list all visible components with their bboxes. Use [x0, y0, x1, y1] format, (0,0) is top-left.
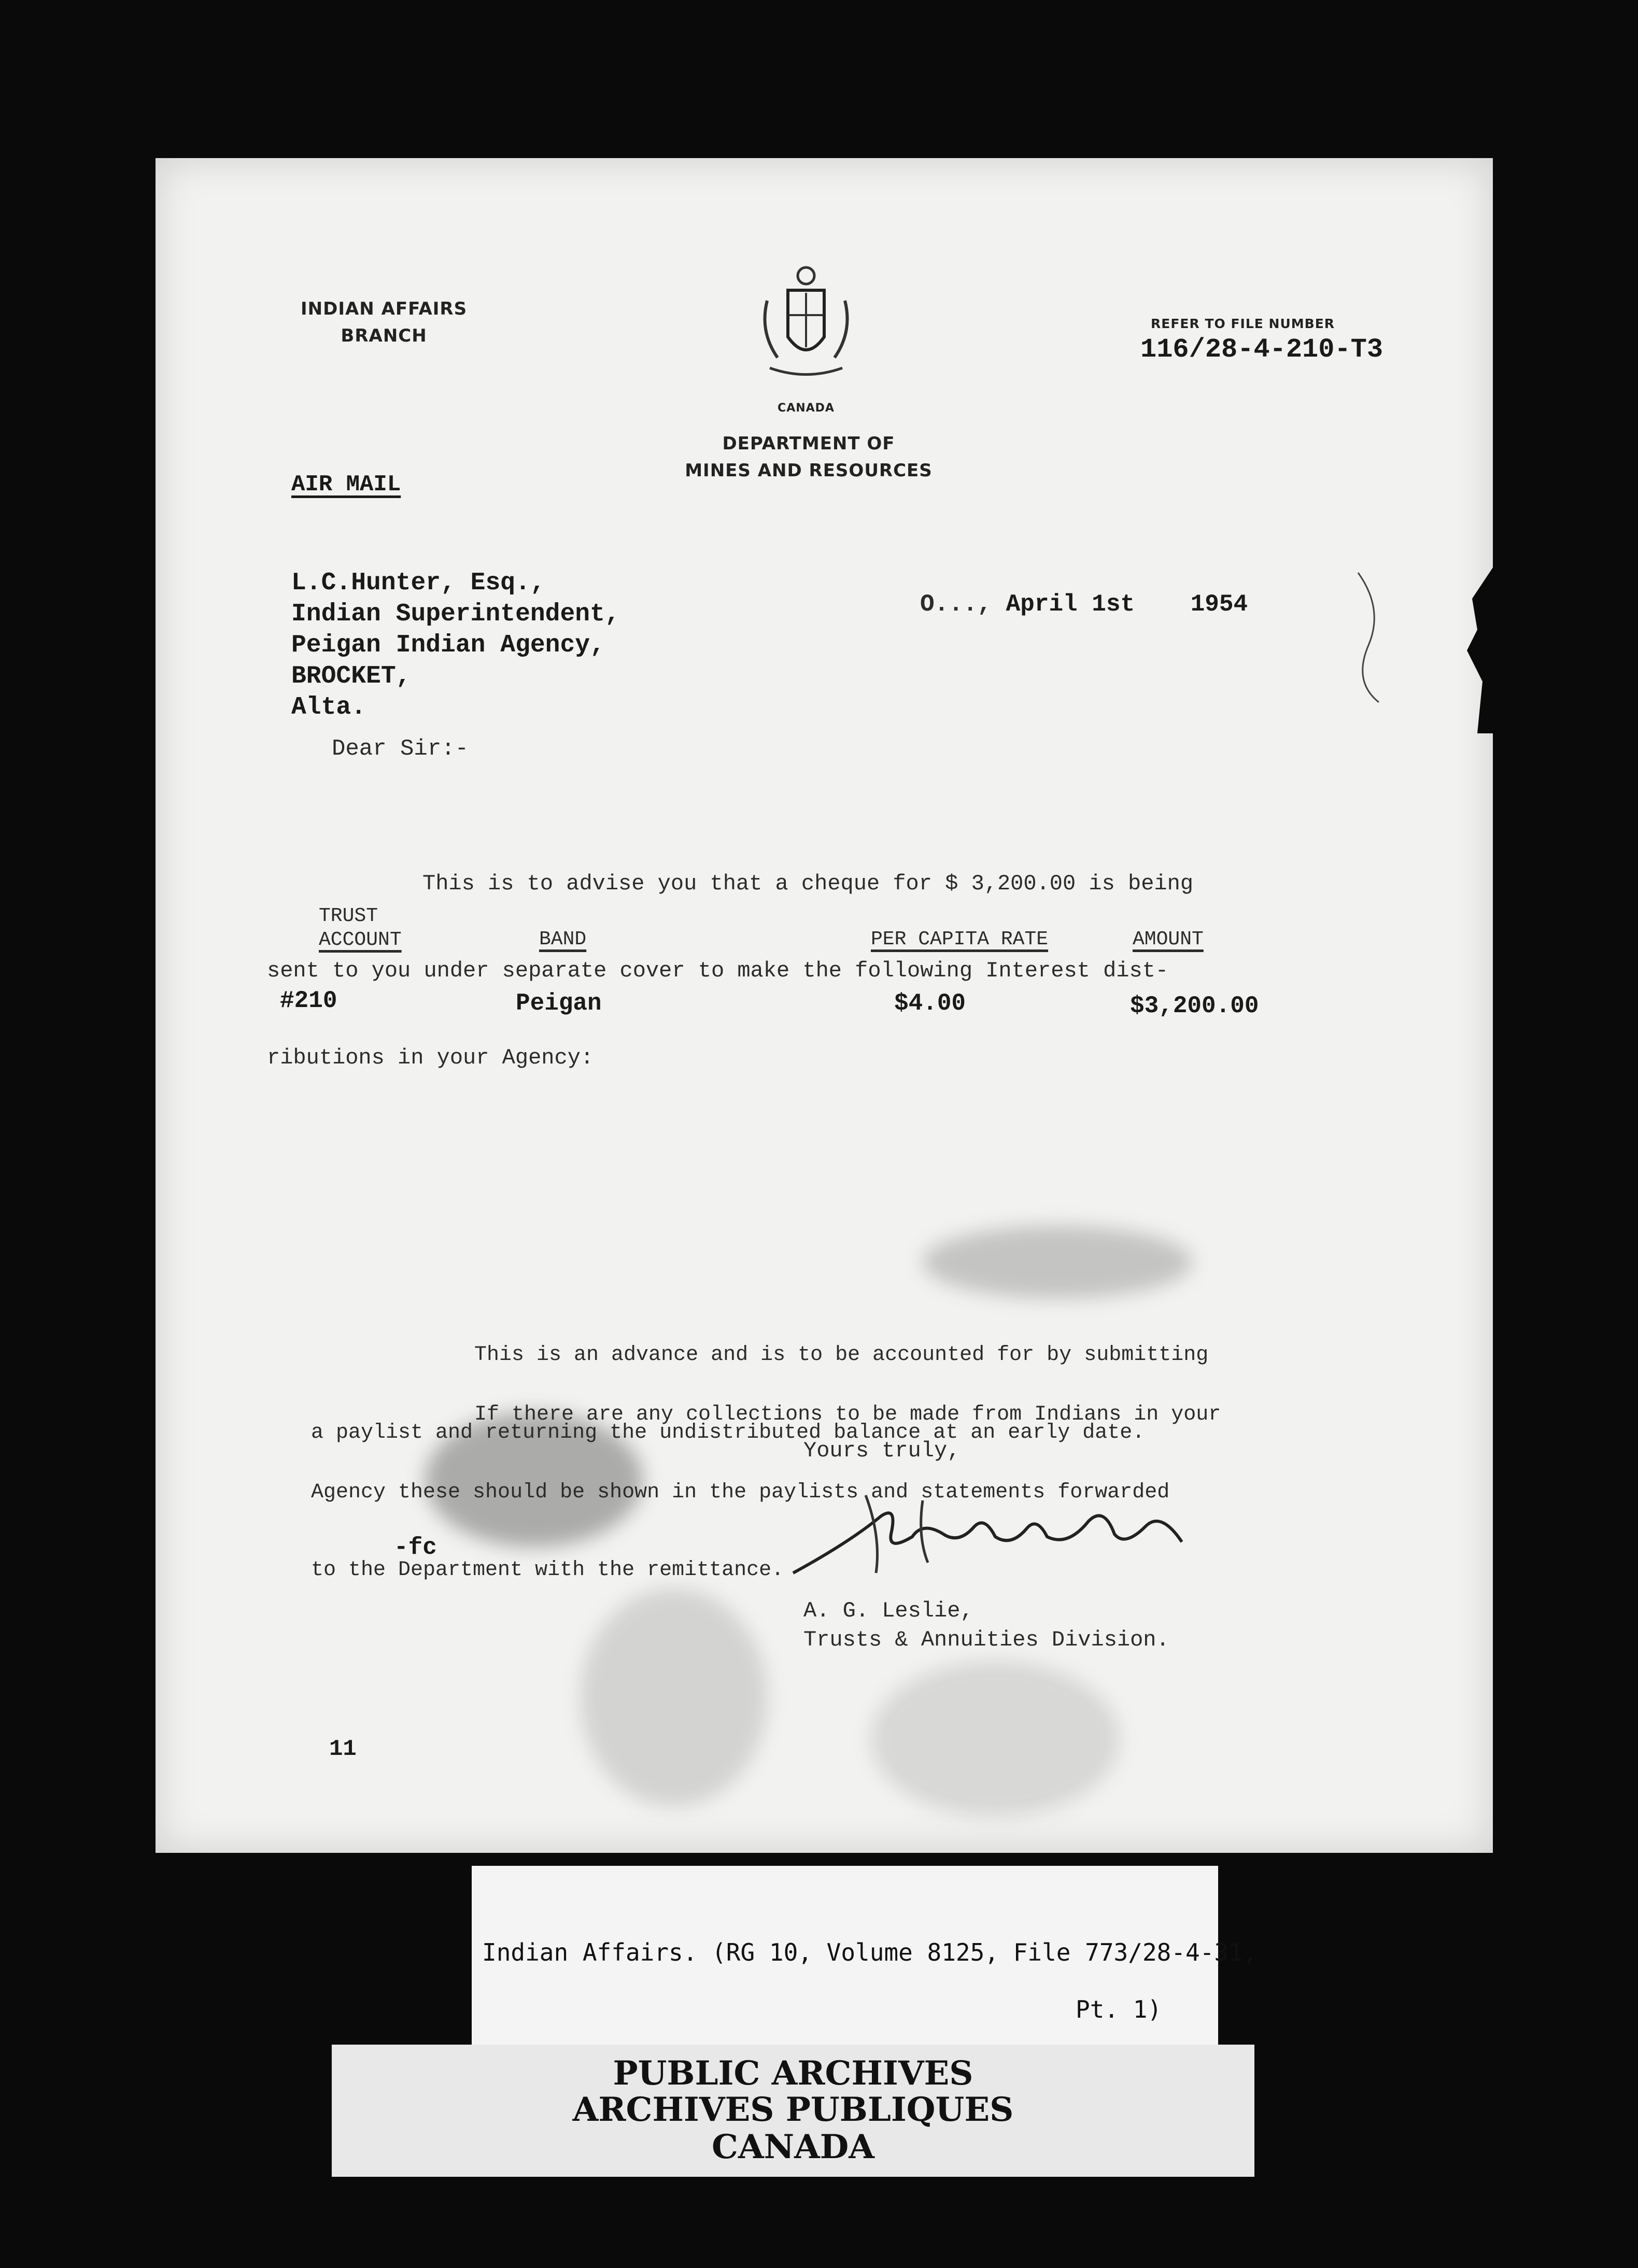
salutation: Dear Sir:- — [332, 736, 469, 762]
body-paragraph-3: If there are any collections to be made from Indians in your Agency these should be shown in the paylists and statements forwarded to the Department with the remittance. — [311, 1403, 1221, 1582]
signature-block: A. G. Leslie, Trusts & Annuities Division. — [803, 1598, 1169, 1652]
citation-line-1: Indian Affairs. (RG 10, Volume 8125, File 773/28-4-31, — [482, 1938, 1258, 1966]
archives-line-1: PUBLIC ARCHIVES — [613, 2054, 973, 2093]
cell-rate: $4.00 — [894, 990, 966, 1017]
branch-heading: INDIAN AFFAIRS BRANCH — [301, 299, 468, 346]
country-label: CANADA — [778, 402, 835, 415]
letter-date: O..., April 1st 1954 — [920, 591, 1248, 618]
archives-line-2: ARCHIVES PUBLIQUES — [572, 2090, 1014, 2129]
body-paragraph-2: This is an advance and is to be accounted for by submitting a paylist and returning the undistributed balance at an early date. — [311, 1343, 1209, 1444]
header-amount: AMOUNT — [1133, 928, 1204, 951]
refer-label: REFER TO FILE NUMBER — [1151, 316, 1335, 331]
handwritten-signature — [788, 1485, 1192, 1583]
coat-of-arms-icon — [757, 264, 855, 389]
file-number: 116/28-4-210-T3 — [1140, 334, 1383, 365]
header-band: BAND — [539, 928, 587, 951]
typist-initials: -fc — [394, 1534, 437, 1561]
cell-account: #210 — [280, 987, 337, 1014]
cell-amount: $3,200.00 — [1130, 993, 1259, 1019]
recipient-address: L.C.Hunter, Esq., Indian Superintendent, Peigan Indian Agency, BROCKET, Alta. — [291, 569, 620, 721]
citation-line-2: Pt. 1) — [1076, 1995, 1162, 2023]
header-trust-account: TRUST ACCOUNT — [319, 905, 402, 951]
ink-smudge — [923, 1226, 1192, 1298]
department-name: DEPARTMENT OF MINES AND RESOURCES — [685, 433, 933, 481]
water-stain — [871, 1661, 1120, 1817]
cell-band: Peigan — [516, 990, 602, 1017]
public-archives-stamp — [332, 2045, 1254, 2177]
page-number: 11 — [329, 1736, 357, 1762]
archive-citation-card — [472, 1866, 1258, 2060]
closing: Yours truly, — [803, 1438, 961, 1463]
header-per-capita-rate: PER CAPITA RATE — [871, 928, 1049, 951]
body-paragraph-1: This is to advise you that a cheque for $ 3,200.00 is being sent to you under separate cover to make the following Interest dist- ributions in your Agency: — [267, 871, 1194, 1070]
letter-page — [156, 158, 1493, 1853]
archives-line-3: CANADA — [712, 2128, 874, 2166]
air-mail-label: AIR MAIL — [291, 472, 401, 498]
torn-edge — [1348, 568, 1493, 733]
